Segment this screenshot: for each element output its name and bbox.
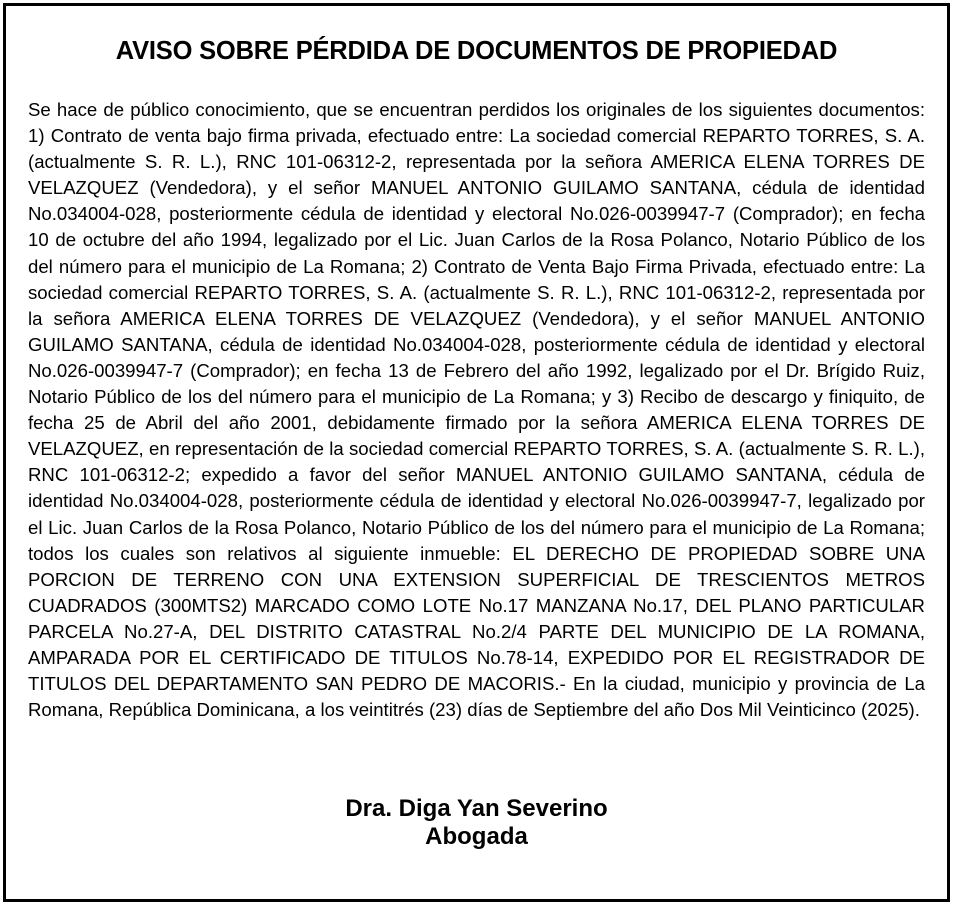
signatory-role: Abogada bbox=[425, 823, 528, 850]
signature-block bbox=[6, 795, 947, 851]
notice-body: Se hace de público conocimiento, que se encuentran perdidos los originales de los siguientes documentos: 1) Contrato de venta bajo firma privada, efectuado entre: La sociedad comercial REPARTO TORRES, S. A. (actualmente S. R. L.), RNC 101-06312-2, representada por la señora AMERICA ELENA TORRES DE VELAZQUEZ (Vendedora), y el señor MANUEL ANTONIO GUILAMO SANTANA, cédula de identidad No.034004-028, posteriormente cédula de identidad y electoral No.026-0039947-7 (Comprador); en fecha 10 de octubre del año 1994, legalizado por el Lic. Juan Carlos de la Rosa Polanco, Notario Público de los del número para el municipio de La Romana; 2) Contrato de Venta Bajo Firma Privada, efectuado entre: La sociedad comercial REPARTO TORRES, S. A. (actualmente S. R. L.), RNC 101-06312-2, representada por la señora AMERICA ELENA TORRES DE VELAZQUEZ (Vendedora), y el señor MANUEL ANTONIO GUILAMO SANTANA, cédula de identidad No.034004-028, posteriormente cédula de identidad y electoral No.026-0039947-7 (Comprador); en fecha 13 de Febrero del año 1992, legalizado por el Dr. Brígido Ruiz, Notario Público de los del número para el municipio de La Romana; y 3) Recibo de descargo y finiquito, de fecha 25 de Abril del año 2001, debidamente firmado por la señora AMERICA ELENA TORRES DE VELAZQUEZ, en representación de la sociedad comercial REPARTO TORRES, S. A. (actualmente S. R. L.), RNC 101-06312-2; expedido a favor del señor MANUEL ANTONIO GUILAMO SANTANA, cédula de identidad No.034004-028, posteriormente cédula de identidad y electoral No.026-0039947-7, legalizado por el Lic. Juan Carlos de la Rosa Polanco, Notario Público de los del número para el municipio de La Romana; todos los cuales son relativos al siguiente inmueble: EL DERECHO DE PROPIEDAD SOBRE UNA PORCION DE TERRENO CON UNA EXTENSION SUPERFICIAL DE TRESCIENTOS METROS CUADRADOS (300MTS2) MARCADO COMO LOTE No.17 MANZANA No.17, DEL PLANO PARTICULAR PARCELA No.27-A, DEL DISTRITO CATASTRAL No.2/4 PARTE DEL MUNICIPIO DE LA ROMANA, AMPARADA POR EL CERTIFICADO DE TITULOS No.78-14, EXPEDIDO POR EL REGISTRADOR DE TITULOS DEL DEPARTAMENTO SAN PEDRO DE MACORIS.- En la ciudad, municipio y provincia de La Romana, República Dominicana, a los veintitrés (23) días de Septiembre del año Dos Mil Veinticinco (2025). bbox=[28, 99, 925, 721]
legal-notice-frame bbox=[3, 3, 950, 902]
signatory-name: Dra. Diga Yan Severino bbox=[345, 795, 608, 822]
notice-title: AVISO SOBRE PÉRDIDA DE DOCUMENTOS DE PROPIEDAD bbox=[115, 37, 838, 65]
